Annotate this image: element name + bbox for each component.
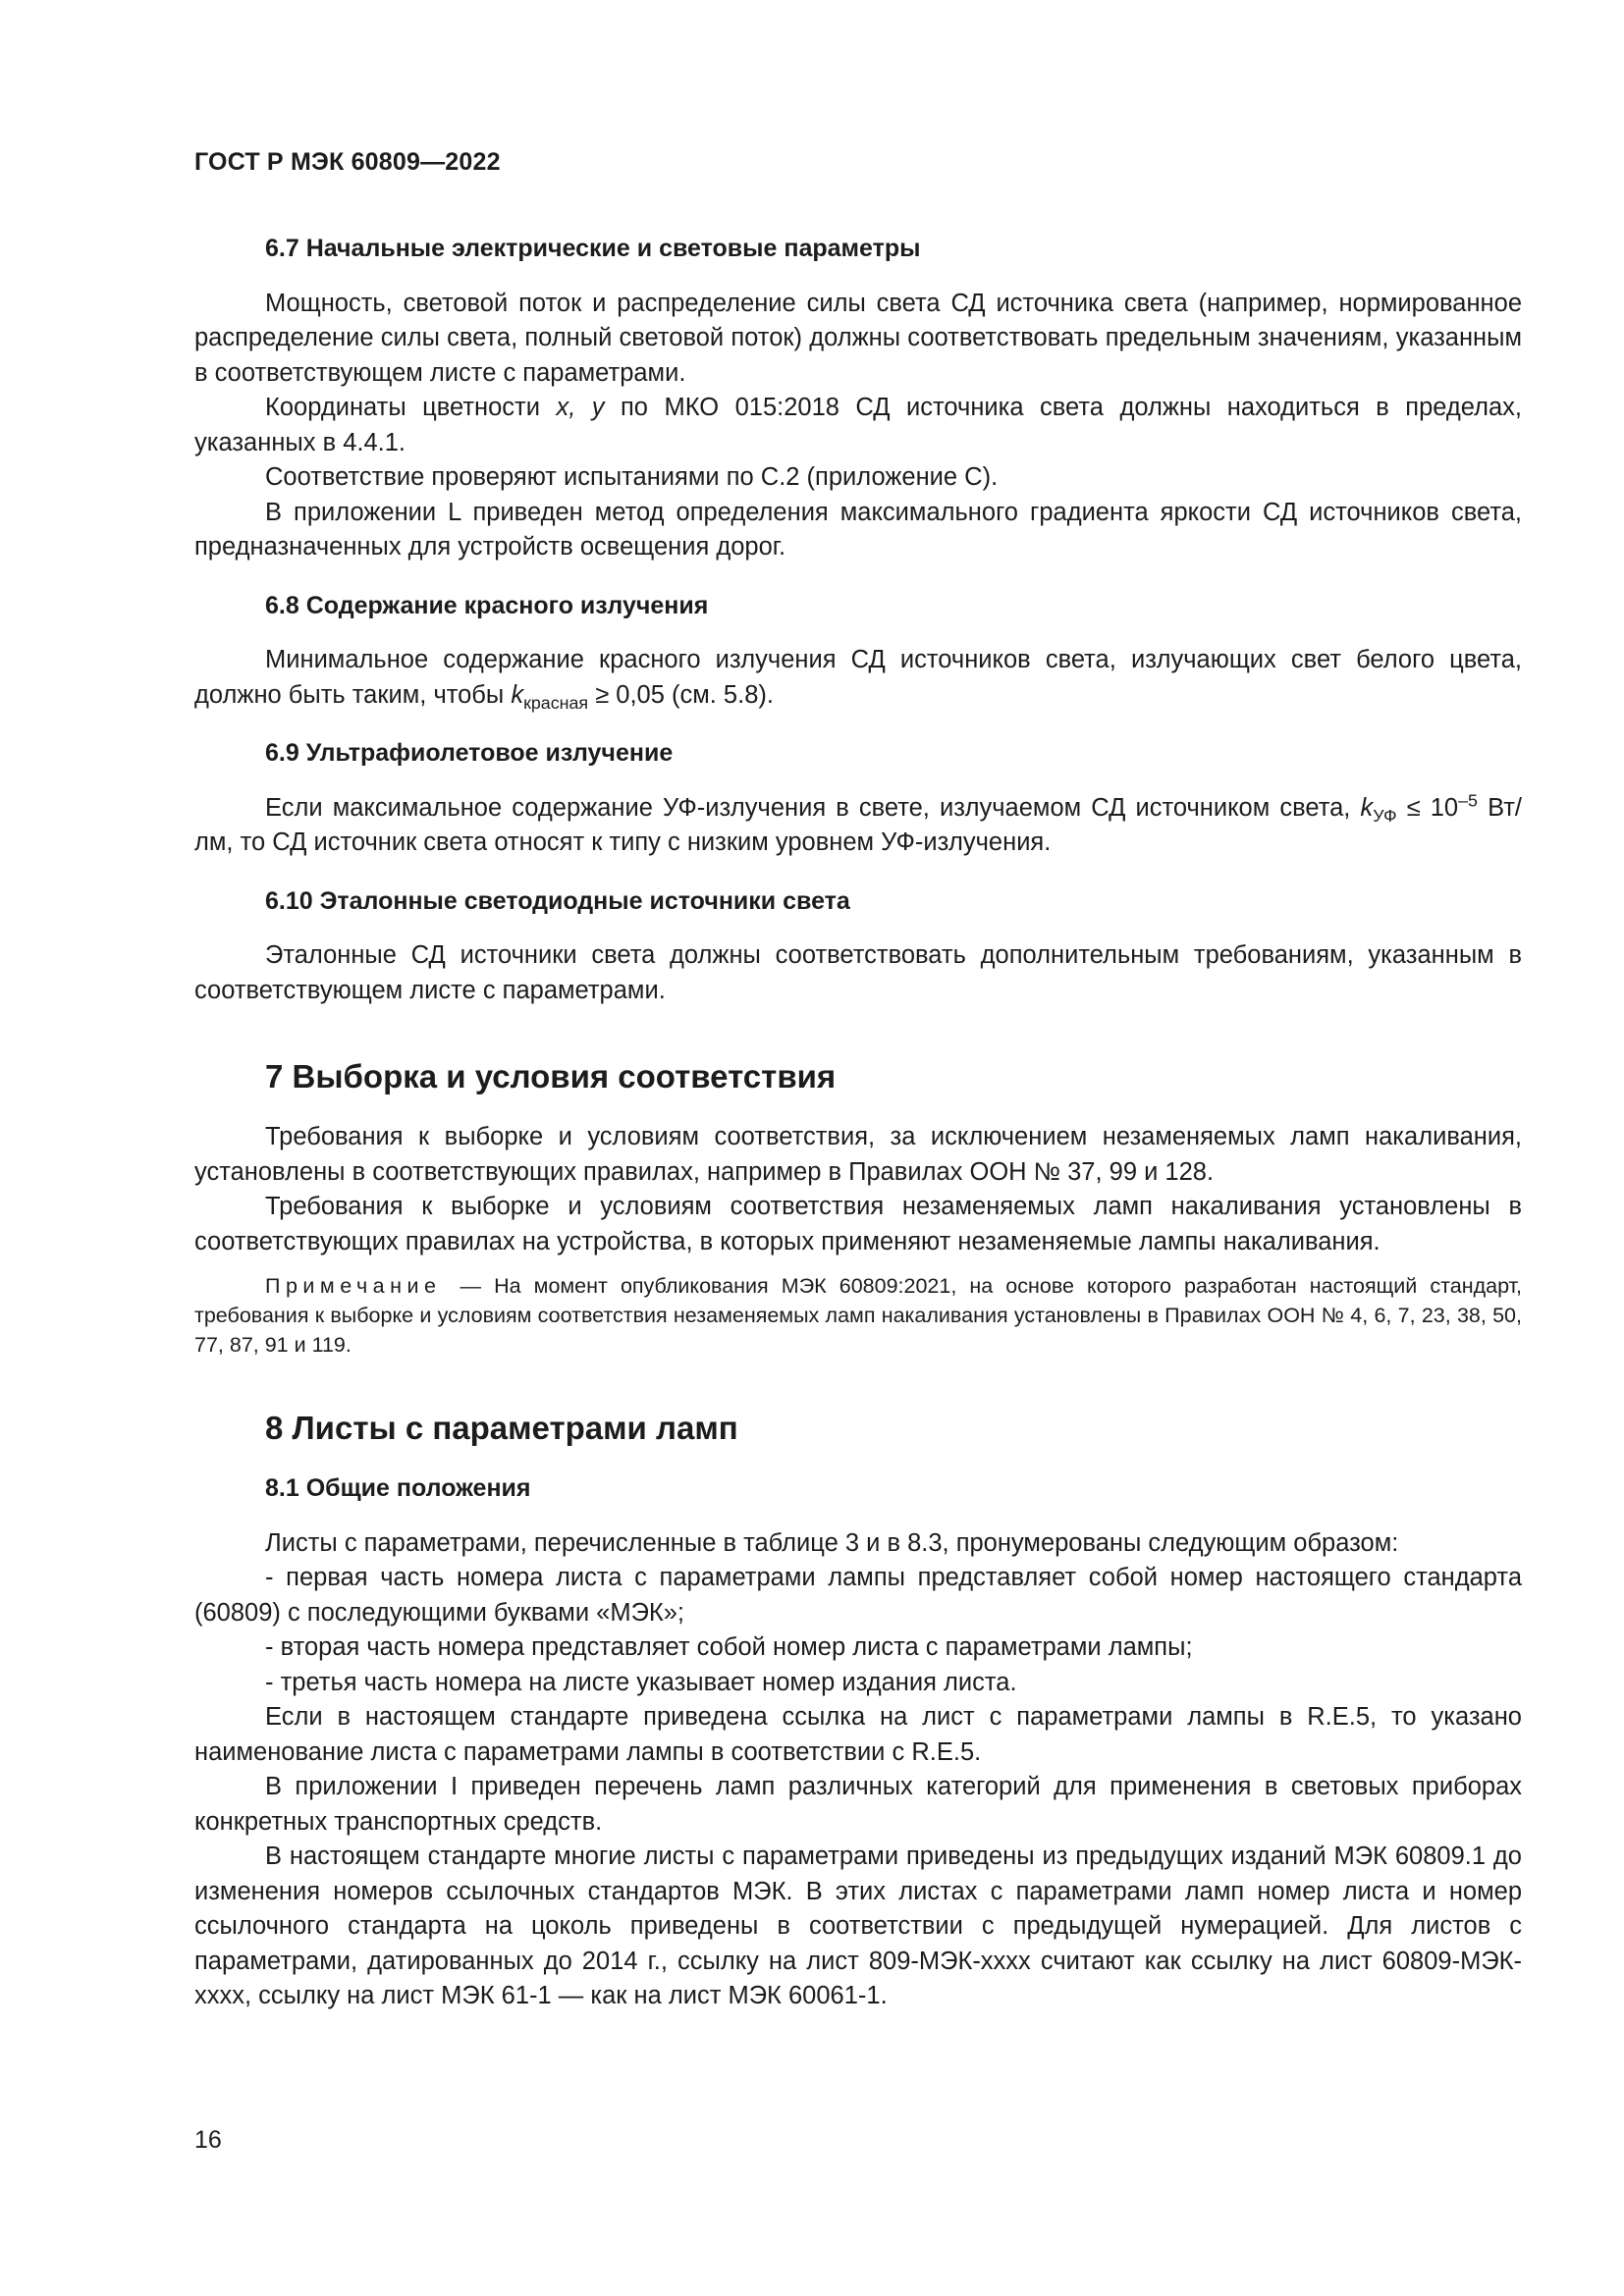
section-8-title: 8 Листы с параметрами ламп [265,1410,738,1446]
section-6-9-paragraph-1: Если максимальное содержание УФ-излучения в свете, излучаемом СД источником света, $k_{УФ} \le 10^{-5}$ Вт/лм, то СД источник света относят к типу с низким уровнем УФ-излучения. [194,790,1522,856]
list-item: - третья часть номера на листе указывает номер издания листа. [265,1668,1017,1696]
section-6-7-title: 6.7 Начальные электрические и световые параметры [265,235,921,262]
list-item: - вторая часть номера представляет собой номер листа с параметрами лампы; [265,1633,1193,1661]
section-6-7-paragraph-3: Соответствие проверяют испытаниями по С.2 (приложение С). [265,463,999,491]
section-6-10-paragraph-1: Эталонные СД источники света должны соответствовать дополнительным требованиям, указанным в соответствующем листе с параметрами. [194,941,1522,1004]
document-header: ГОСТ Р МЭК 60809—2022 [194,148,501,176]
page-number: 16 [194,2126,222,2154]
chromaticity-variables: x, y [556,394,605,421]
list-item: - первая часть номера листа с параметрами лампы представляет собой номер настоящего стандарта (60809) с последующими буквами «МЭК»; [194,1564,1522,1627]
note-label: Примечание [265,1274,442,1298]
section-7-note: Примечание — На момент опубликования МЭК 60809:2021, на основе которого разработан настоящий стандарт, требования к выборке и условиям соответствия незаменяемых ламп накаливания установлены в Правилах ООН № 4, 6, 7, 23, 38, 50, 77, 87, 91 и 119. [194,1274,1522,1357]
section-7-paragraph-2: Требования к выборке и условиям соответствия незаменяемых ламп накаливания установлены в соответствующих правилах на устройства, в которых применяют незаменяемые лампы накаливания. [194,1193,1522,1255]
section-8-1-paragraph-2: Если в настоящем стандарте приведена ссылка на лист с параметрами лампы в R.E.5, то указано наименование листа с параметрами лампы в соответствии с R.E.5. [194,1703,1522,1766]
section-6-7-paragraph-1: Мощность, световой поток и распределение силы света СД источника света (например, нормированное распределение силы света, полный световой поток) должны соответствовать предельным значениям, указанным в соответствующем листе с параметрами. [194,289,1522,387]
section-8-1-paragraph-1: Листы с параметрами, перечисленные в таблице 3 и в 8.3, пронумерованы следующим образом: [265,1528,1399,1557]
section-8-1-paragraph-3: В приложении I приведен перечень ламп различных категорий для применения в световых приборах конкретных транспортных средств. [194,1773,1522,1836]
section-8-1-title: 8.1 Общие положения [265,1474,531,1502]
section-8-1-paragraph-4: В настоящем стандарте многие листы с параметрами приведены из предыдущих изданий МЭК 60809.1 до изменения номеров ссылочных стандартов МЭК. В этих листах с параметрами ламп номер листа и номер ссылочного стандарта на цоколь приведены в соответствии с предыдущей нумерацией. Для листов с параметрами, датированных до 2014 г., ссылку на лист 809-МЭК-xxxx считают как ссылку на лист 60809-МЭК-xxxx, ссылку на лист МЭК 61-1 — как на лист МЭК 60061-1. [194,1842,1522,2009]
section-6-8-paragraph-1: Минимальное содержание красного излучения СД источников света, излучающих свет белого цвета, должно быть таким, чтобы $k_{красная} \ge 0,05$ (см. 5.8). [194,646,1522,713]
section-7-paragraph-1: Требования к выборке и условиям соответствия, за исключением незаменяемых ламп накаливания, установлены в соответствующих правилах, например в Правилах ООН № 37, 99 и 128. [194,1123,1522,1186]
section-6-8-title: 6.8 Содержание красного излучения [265,591,709,619]
section-7-title: 7 Выборка и условия соответствия [265,1058,837,1095]
document-body [194,232,1522,2014]
section-6-7-paragraph-4: В приложении L приведен метод определения максимального градиента яркости СД источников света, предназначенных для устройств освещения дорог. [194,498,1522,561]
section-6-10-title: 6.10 Эталонные светодиодные источники света [265,886,850,915]
section-6-9-title: 6.9 Ультрафиолетовое излучение [265,739,674,767]
section-6-7-paragraph-2: Координаты цветности x, y по МКО 015:2018 СД источника света должны находиться в пределах, указанных в 4.4.1. [194,394,1522,456]
